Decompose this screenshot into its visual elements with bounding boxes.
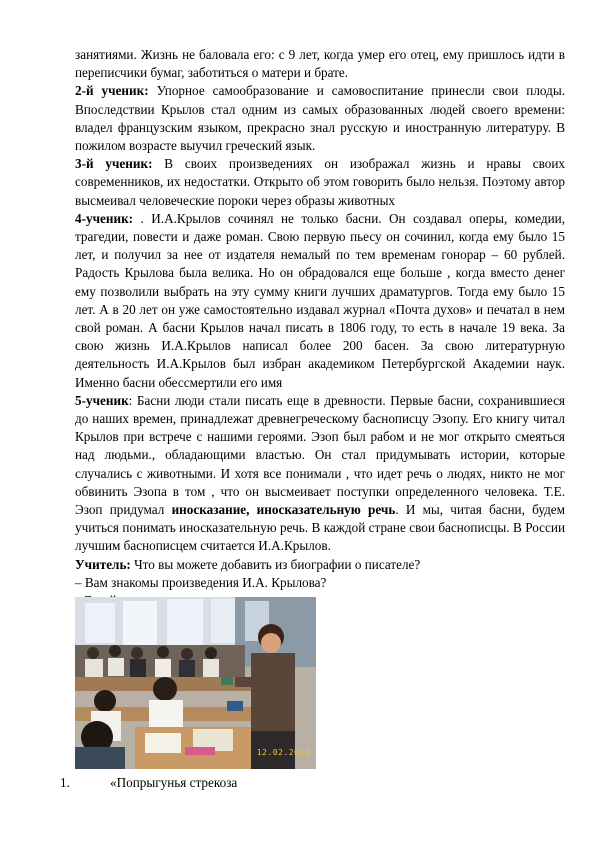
paragraph-student-3	[75, 155, 565, 210]
paragraph-student-5	[75, 392, 565, 556]
paragraph-student-2	[75, 82, 565, 155]
question-line	[75, 574, 565, 592]
speaker-label: 2-й ученик:	[75, 83, 149, 99]
paragraph-text: – Вам знакомы произведения И.А. Крылова?	[75, 574, 327, 590]
bold-term: иносказание, иносказательную речь	[171, 502, 396, 518]
paragraph-text: занятиями. Жизнь не баловала его: с 9 лет, когда умер его отец, ему пришлось идти в переписчики бумаг, заботиться о матери и брате.	[75, 47, 565, 81]
paragraph-teacher	[75, 556, 565, 574]
photo-date-stamp: 12.02.2010	[256, 748, 310, 757]
paragraph-text: : Басни люди стали писать еще в древности. Первые басни, сохранившиеся до наших времен, принадлежат древнегреческому баснописцу Эзопу. Его книгу читал Крылов при встрече с нашими героями. Эзоп был рабом и не мог открыто смеяться над людьми., обладающими властью. Он стал придумывать истории, которые случались с животными. И хотя все понимали , что идет речь о людях, никто не мог обвинить Эзопа в том , что он высмеивает поступки определенного человека. Т.Е. Эзоп придумал	[75, 392, 565, 518]
classroom-photo	[75, 597, 316, 769]
classroom-photo-illustration	[75, 597, 316, 769]
paragraph-text: Что вы можете добавить из биографии о писателе?	[130, 556, 421, 572]
paragraph-text-tail: . И мы, читая басни, будем учиться понимать иносказательную речь. В каждой стране свои баснописцы. В России лучшим баснописцем считается И.А.Крылов.	[75, 502, 565, 554]
paragraph-text: Упорное самообразование и самовоспитание принесли свои плоды. Впоследствии Крылов стал одним из самых образованных людей своего времени: владел французским языком, прекрасно знал русскую и иностранную литературу. В пожилом возрасте выучил греческий язык.	[75, 83, 566, 154]
speaker-label: 5-ученик	[75, 392, 129, 408]
speaker-label: 4-ученик:	[75, 210, 134, 226]
paragraph-text: . И.А.Крылов сочинял не только басни. Он создавал оперы, комедии, трагедии, повести и даже роман. Свою первую пьесу он сочинил, когда ему было 15 лет, и получил за нее от издателя немалый по тем временам гонорар – 60 рублей. Радость Крылова была велика. Но он обрадовался еще больше , когда вместо денег ему позволили выбрать на эту сумму книги лучших драматургов. Тогда ему было 15 лет. А в 20 лет он уже самостоятельно издавал журнал «Почта духов» и печатал в нем свой роман. А басни Крылов начал писать в 1806 году, то есть в начале 19 века. За свою жизнь И.А.Крылов написал более 200 басен. За свою литературную деятельность И.А.Крылов был избран академиком Петербургской Академии наук. Именно басни обессмертили его имя	[75, 210, 565, 390]
paragraph-text: В своих произведениях он изображал жизнь и нравы своих современников, их недостатки. Открыто об этом говорить было нельзя. Поэтому автор высмеивал человеческие пороки через образы животных	[75, 156, 566, 208]
paragraph-student-4	[75, 210, 565, 392]
list-item-text: «Попрыгунья стрекоза	[110, 775, 238, 790]
speaker-label: 3-й ученик:	[75, 156, 153, 172]
speaker-label: Учитель:	[75, 556, 131, 572]
body-text	[75, 46, 565, 610]
list-number: 1.	[60, 775, 70, 790]
paragraph-intro	[75, 46, 565, 82]
